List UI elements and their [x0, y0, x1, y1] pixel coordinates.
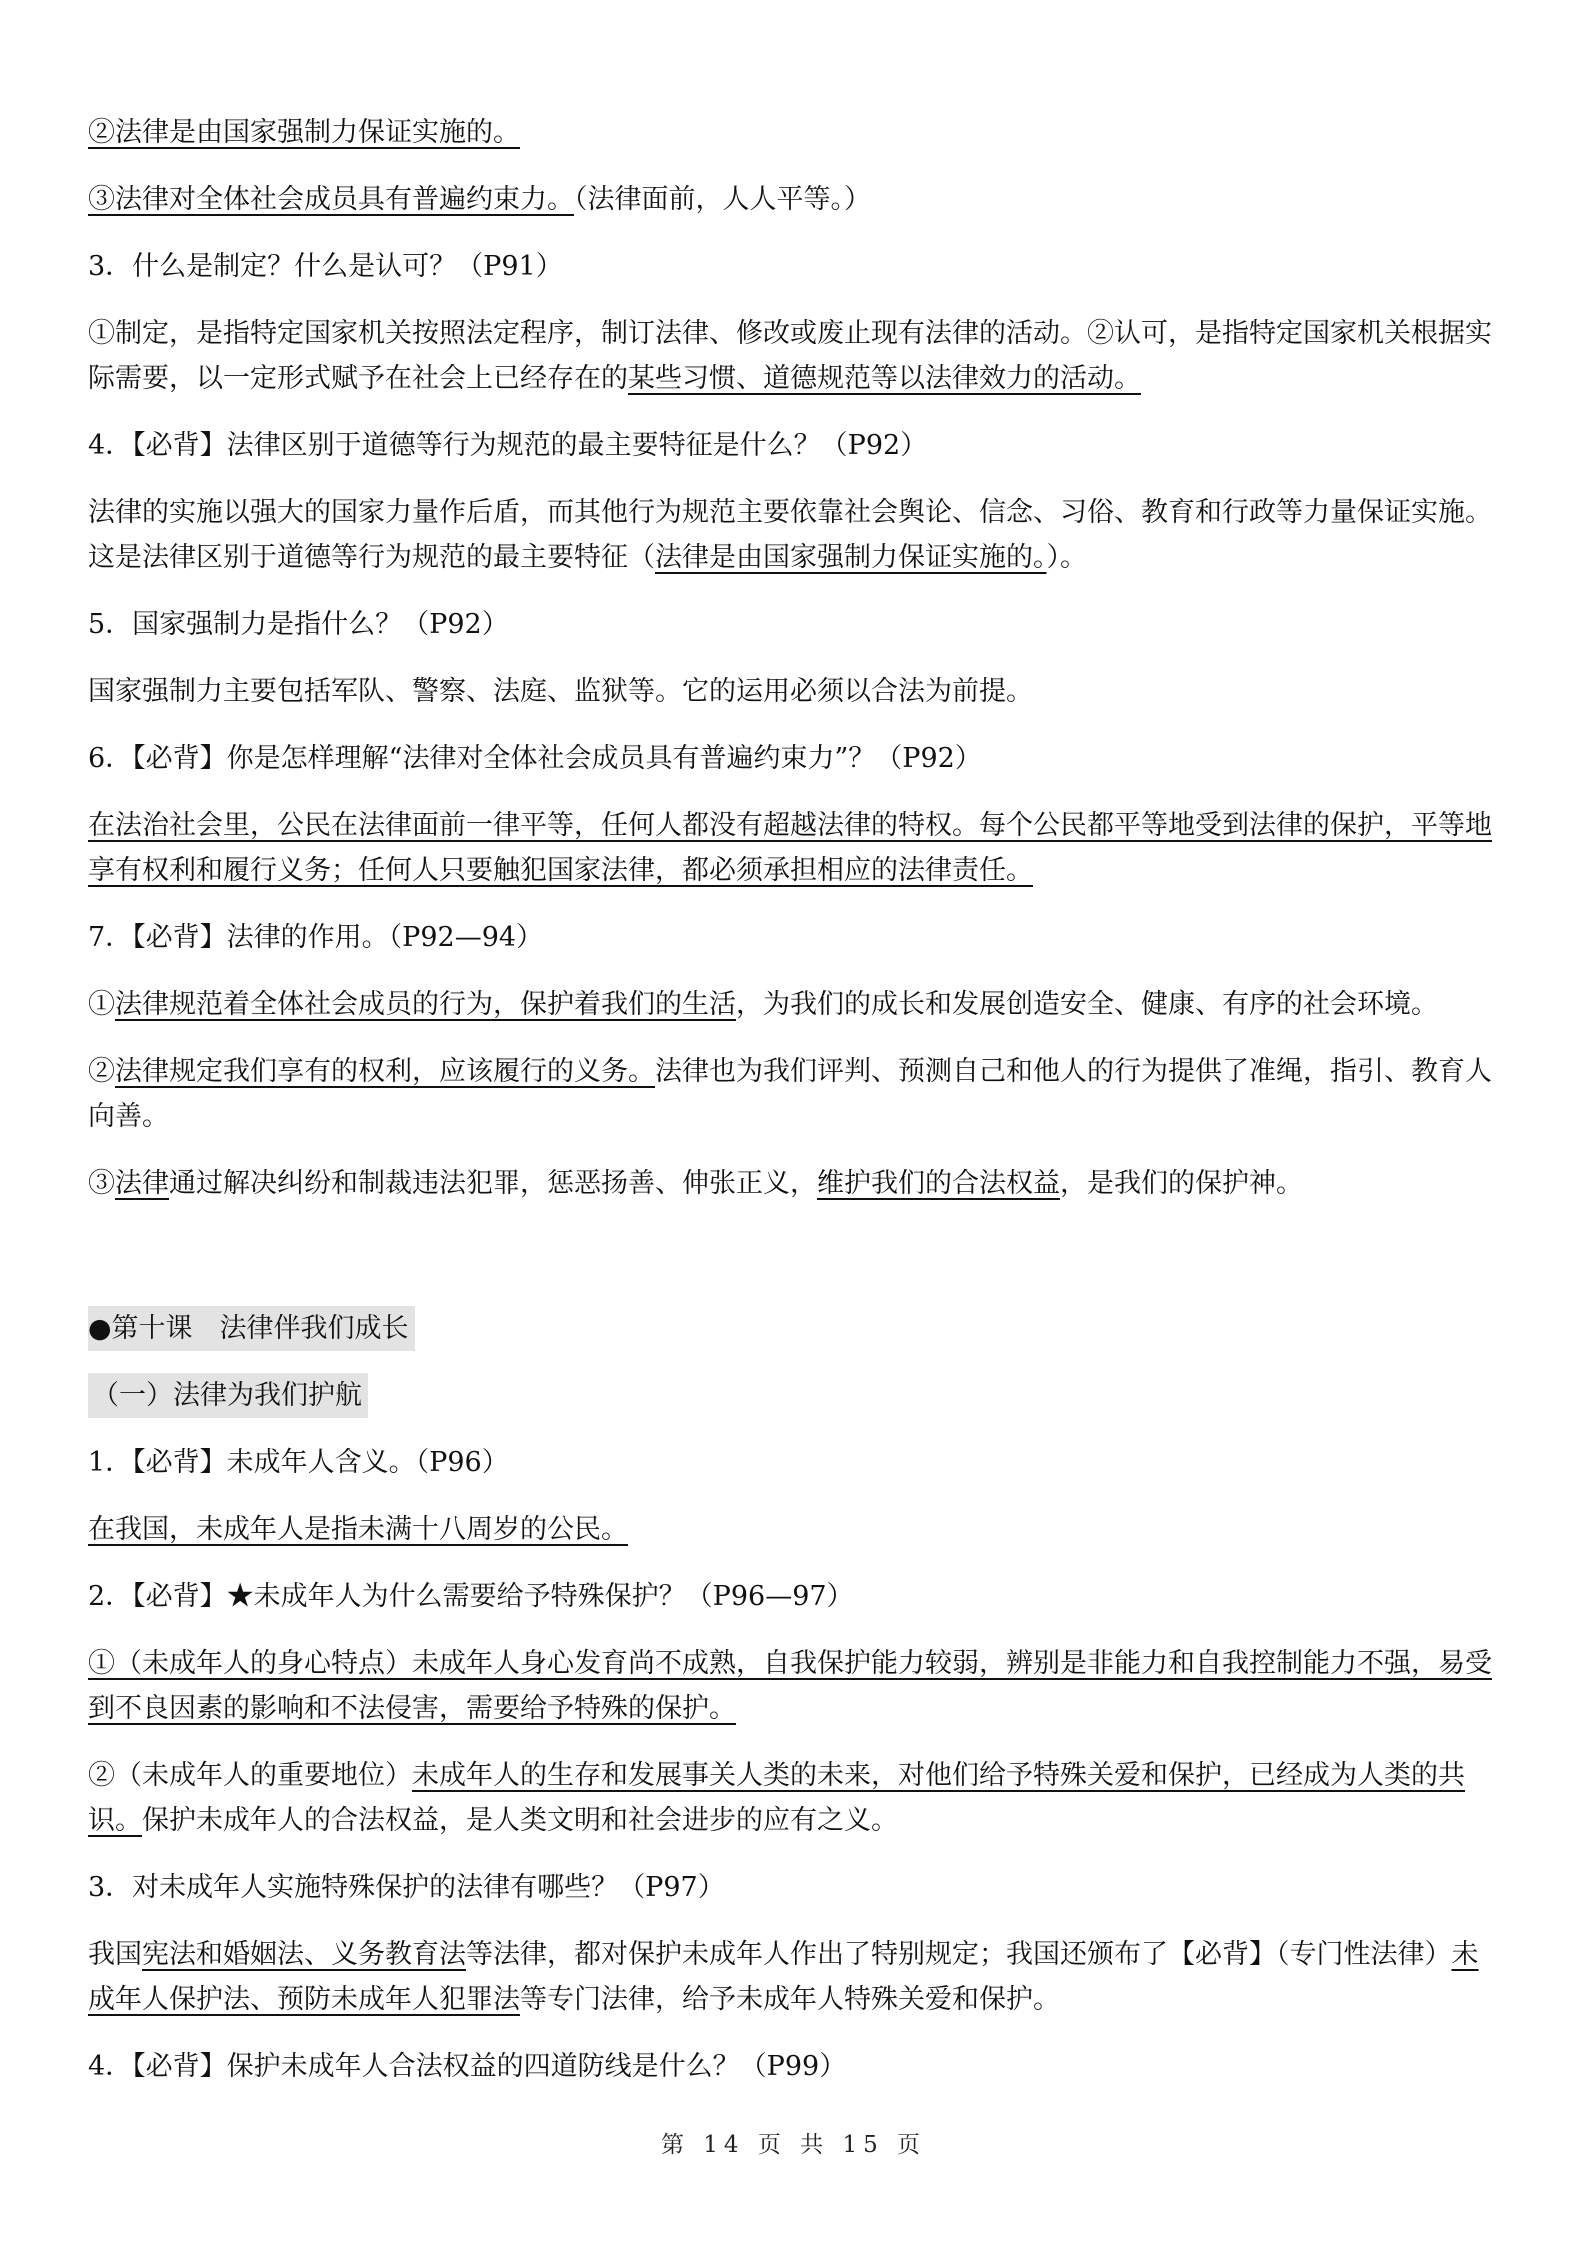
paragraph	[88, 177, 1503, 222]
question-heading: 3．对未成年人实施特殊保护的法律有哪些？（P97）	[88, 1872, 725, 1903]
text: 我国	[88, 1939, 142, 1970]
paragraph	[88, 1641, 1503, 1731]
text: ，为我们的成长和发展创造安全、健康、有序的社会环境。	[736, 989, 1438, 1020]
highlighted-heading: （一）法律为我们护航	[88, 1373, 368, 1418]
underlined-text: 在我国，未成年人是指未满十八周岁的公民。	[88, 1514, 628, 1545]
paragraph	[88, 1932, 1503, 2022]
text: ）。	[1046, 542, 1087, 573]
underlined-text: 法律是由国家强制力保证实施的。	[655, 542, 1047, 573]
paragraph	[88, 1161, 1503, 1206]
paragraph	[88, 490, 1503, 580]
paragraph	[88, 1049, 1503, 1139]
document-body	[88, 110, 1503, 2111]
question-heading: 4．【必背】保护未成年人合法权益的四道防线是什么？（P99）	[88, 2051, 847, 2082]
underlined-text: 在法治社会里，公民在法律面前一律平等，任何人都没有超越法律的特权。每个公民都平等地受到法律的保护，平等地享有权利和履行义务；任何人只要触犯国家法律，都必须承担相应的法律责任。	[88, 810, 1492, 886]
underlined-text: ①（未成年人的身心特点）未成年人身心发育尚不成熟，自我保护能力较弱，辨别是非能力和自我控制能力不强，易受到不良因素的影响和不法侵害，需要给予特殊的保护。	[88, 1648, 1492, 1724]
highlighted-heading: ●第十课 法律伴我们成长	[88, 1306, 415, 1351]
question-heading: 2．【必背】★未成年人为什么需要给予特殊保护？（P96—97）	[88, 1581, 854, 1612]
text: ①制定，是指特定国家机关按照法定程序，制订法律、修改或废止现有法律的活动。②认可，是指特定国家机关根据实际需要，以一定形式赋予在社会上已经存在的	[88, 318, 1492, 394]
text: （法律面前，人人平等。）	[574, 184, 871, 215]
section-heading	[88, 1373, 1503, 1418]
paragraph: 国家强制力主要包括军队、警察、法庭、监狱等。它的运用必须以合法为前提。	[88, 676, 1033, 707]
question-heading: 5．国家强制力是指什么？（P92）	[88, 609, 509, 640]
underlined-text: 未成年人保护法、预防未成年人犯罪法	[88, 1939, 1479, 2015]
underlined-text: 法律规定我们享有的权利，应该履行的义务。	[115, 1056, 655, 1087]
text: ②（未成年人的重要地位）	[88, 1760, 412, 1791]
spacer	[88, 1228, 1503, 1306]
page-footer: 第 14 页 共 15 页	[660, 2132, 927, 2158]
text: 保护未成年人的合法权益，是人类文明和社会进步的应有之义。	[142, 1805, 898, 1836]
lesson-heading	[88, 1306, 1503, 1351]
question-heading: 7．【必背】法律的作用。（P92—94）	[88, 922, 544, 953]
paragraph	[88, 803, 1503, 893]
underlined-text: 维护我们的合法权益	[817, 1168, 1060, 1199]
paragraph	[88, 311, 1503, 401]
text: 等法律，都对保护未成年人作出了特别规定；我国还颁布了【必背】（专门性法律）	[466, 1939, 1452, 1970]
text: ①	[88, 989, 115, 1020]
text: 法律也为我们评判、预测自己和他人的行为提供了准绳，指引、教育人向善。	[88, 1056, 1492, 1132]
underlined-text: 宪法和婚姻法、义务教育法	[142, 1939, 466, 1970]
text: ，是我们的保护神。	[1060, 1168, 1303, 1199]
paragraph	[88, 1753, 1503, 1843]
text: 通过解决纠纷和制裁违法犯罪，惩恶扬善、伸张正义，	[169, 1168, 817, 1199]
underlined-text: 法律	[115, 1168, 169, 1199]
text: ②	[88, 1056, 115, 1087]
text: 等专门法律，给予未成年人特殊关爱和保护。	[520, 1984, 1060, 2015]
underlined-text: 法律规范着全体社会成员的行为，保护着我们的生活	[115, 989, 736, 1020]
text: 法律的实施以强大的国家力量作后盾，而其他行为规范主要依靠社会舆论、信念、习俗、教育和行政等力量保证实施。这是法律区别于道德等行为规范的最主要特征（	[88, 497, 1492, 573]
text: ③	[88, 1168, 115, 1199]
underlined-text: 未成年人的生存和发展事关人类的未来，对他们给予特殊关爱和保护，已经成为人类的共识。	[88, 1760, 1465, 1836]
paragraph	[88, 110, 1503, 155]
question-heading: 6．【必背】你是怎样理解“法律对全体社会成员具有普遍约束力”？（P92）	[88, 743, 982, 774]
underlined-text: ②法律是由国家强制力保证实施的。	[88, 117, 520, 148]
question-heading: 1．【必背】未成年人含义。（P96）	[88, 1447, 509, 1478]
question-heading: 3．什么是制定？什么是认可？（P91）	[88, 251, 563, 282]
paragraph	[88, 982, 1503, 1027]
paragraph	[88, 1507, 1503, 1552]
underlined-text: 某些习惯、道德规范等以法律效力的活动。	[628, 363, 1141, 394]
question-heading: 4．【必背】法律区别于道德等行为规范的最主要特征是什么？（P92）	[88, 430, 928, 461]
underlined-text: ③法律对全体社会成员具有普遍约束力。	[88, 184, 574, 215]
